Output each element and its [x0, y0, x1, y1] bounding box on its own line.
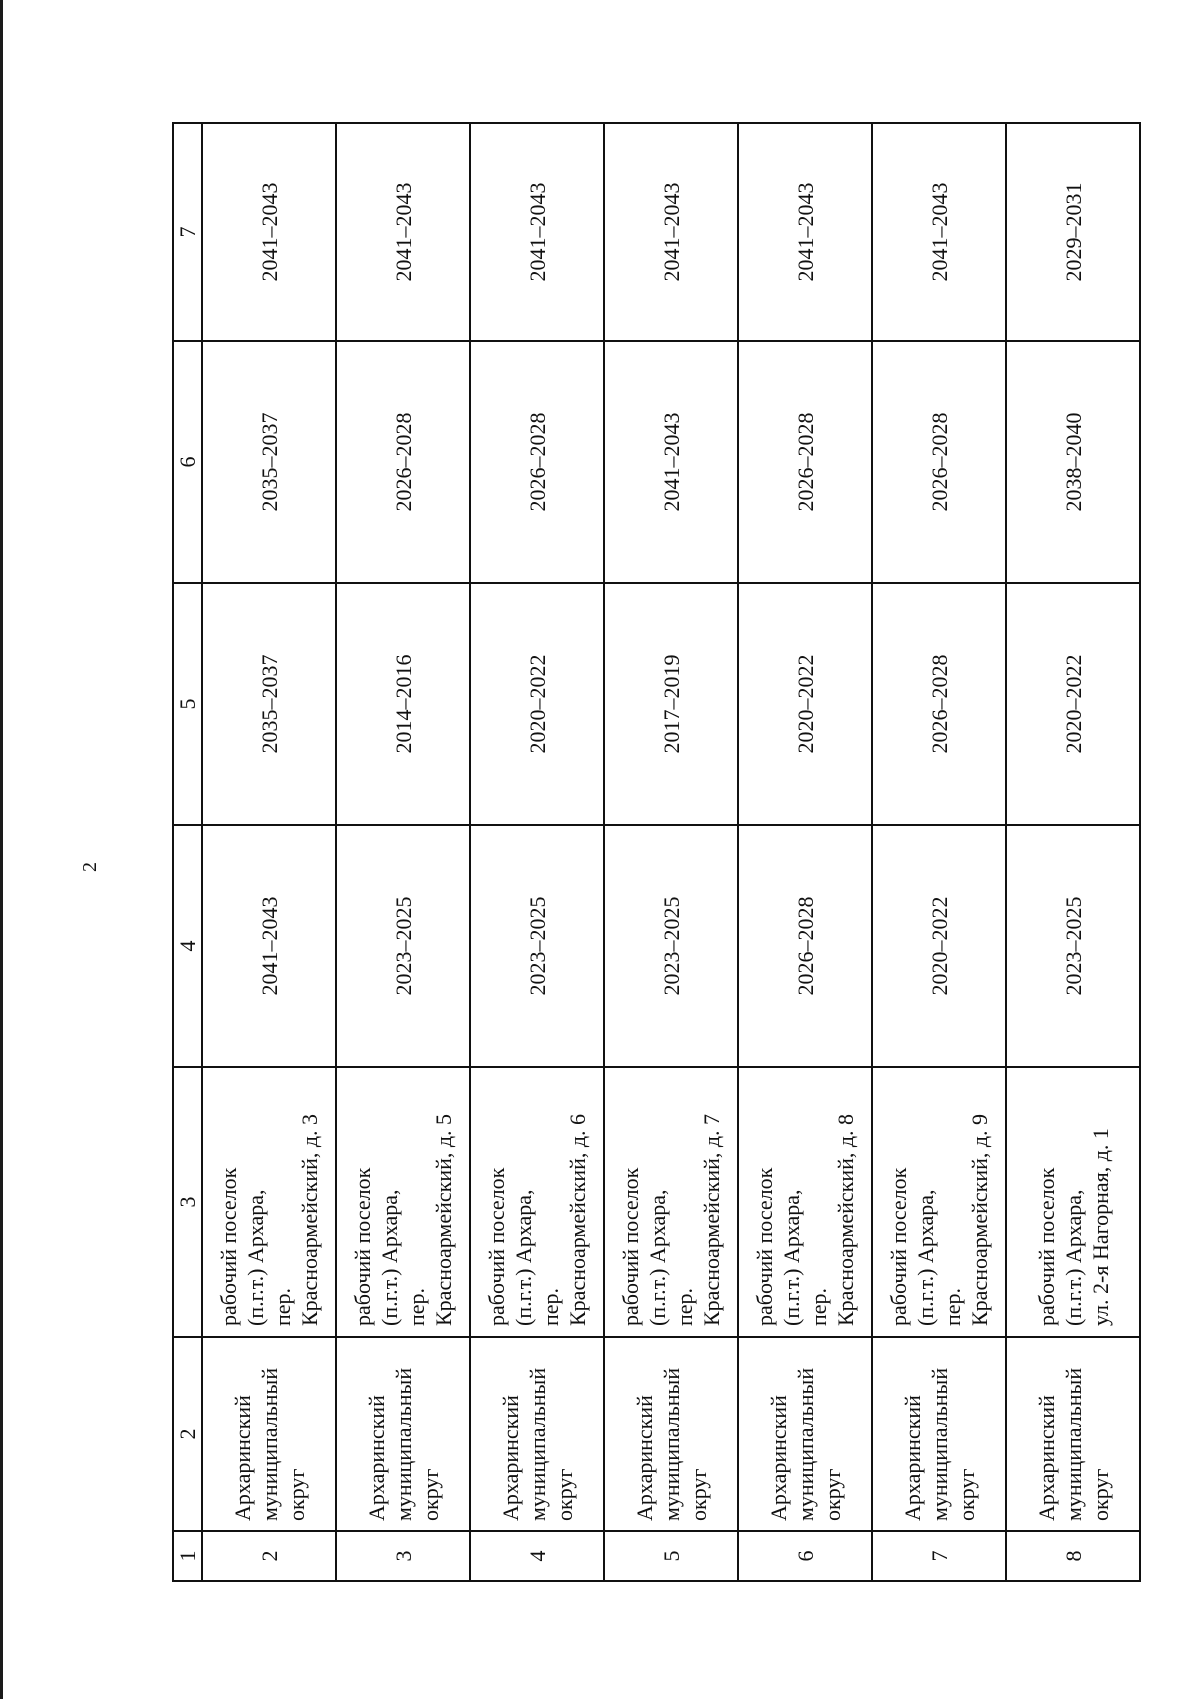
page-number: 2: [79, 862, 101, 872]
period-cell: 2041–2043: [470, 123, 604, 341]
row-number-cell: 6: [738, 1531, 872, 1581]
address-line: пер.: [404, 1287, 429, 1326]
period-cell: 2023–2025: [1006, 825, 1140, 1067]
address-line: рабочий поселок: [1033, 1167, 1059, 1326]
row-number-cell: 8: [1006, 1531, 1140, 1581]
address-cell: [1006, 1067, 1140, 1337]
district-line: Архаринский: [899, 1395, 925, 1521]
period-cell: 2041–2043: [336, 123, 470, 341]
period-cell: 2035–2037: [202, 341, 336, 583]
district-line: округ: [1087, 1468, 1113, 1521]
address-cell: [202, 1067, 336, 1337]
address-line: рабочий поселок: [886, 1167, 911, 1326]
period-cell: 2023–2025: [604, 825, 738, 1067]
address-line: (п.г.т.) Архара,: [243, 1189, 268, 1326]
address-line: пер.: [940, 1287, 965, 1326]
table-row: [470, 123, 604, 1581]
district-line: Архаринский: [765, 1395, 791, 1521]
address-cell: [470, 1067, 604, 1337]
column-header: 5: [173, 583, 202, 825]
rotated-table-container: [172, 124, 1138, 1582]
period-cell: 2041–2043: [202, 123, 336, 341]
district-line: округ: [953, 1468, 979, 1521]
district-cell: [604, 1337, 738, 1531]
scan-edge: [0, 0, 3, 1699]
table-row: [336, 123, 470, 1581]
address-line: рабочий поселок: [752, 1167, 777, 1326]
district-line: Архаринский: [497, 1395, 523, 1521]
period-cell: 2026–2028: [872, 583, 1006, 825]
table-row: [872, 123, 1006, 1581]
table-header-row: [173, 123, 202, 1581]
district-line: округ: [819, 1468, 845, 1521]
column-header: 7: [173, 123, 202, 341]
address-line: Красноармейский, д. 5: [431, 1113, 456, 1326]
address-line: ул. 2-я Нагорная, д. 1: [1087, 1128, 1113, 1326]
district-line: округ: [685, 1468, 711, 1521]
column-header: 6: [173, 341, 202, 583]
period-cell: 2023–2025: [336, 825, 470, 1067]
address-cell: [872, 1067, 1006, 1337]
period-cell: 2026–2028: [738, 341, 872, 583]
period-cell: 2020–2022: [1006, 583, 1140, 825]
address-line: пер.: [538, 1287, 563, 1326]
district-cell: [872, 1337, 1006, 1531]
column-header: 3: [173, 1067, 202, 1337]
period-cell: 2038–2040: [1006, 341, 1140, 583]
row-number-cell: 2: [202, 1531, 336, 1581]
address-line: (п.г.т.) Архара,: [377, 1189, 402, 1326]
period-cell: 2023–2025: [470, 825, 604, 1067]
schedule-table: [172, 122, 1141, 1582]
row-number-cell: 4: [470, 1531, 604, 1581]
address-line: пер.: [672, 1287, 697, 1326]
period-cell: 2026–2028: [336, 341, 470, 583]
address-line: рабочий поселок: [350, 1167, 375, 1326]
district-line: Архаринский: [1033, 1395, 1059, 1521]
address-line: пер.: [806, 1287, 831, 1326]
district-cell: [202, 1337, 336, 1531]
row-number-cell: 5: [604, 1531, 738, 1581]
address-line: Красноармейский, д. 9: [967, 1113, 992, 1326]
address-cell: [604, 1067, 738, 1337]
table-row: [738, 123, 872, 1581]
period-cell: 2026–2028: [872, 341, 1006, 583]
table-row: [604, 123, 738, 1581]
district-line: муниципальный: [256, 1367, 282, 1521]
address-line: (п.г.т.) Архара,: [779, 1189, 804, 1326]
address-line: (п.г.т.) Архара,: [913, 1189, 938, 1326]
period-cell: 2026–2028: [738, 825, 872, 1067]
district-cell: [738, 1337, 872, 1531]
period-cell: 2041–2043: [604, 341, 738, 583]
period-cell: 2020–2022: [738, 583, 872, 825]
column-header: 2: [173, 1337, 202, 1531]
address-line: Красноармейский, д. 3: [297, 1113, 322, 1326]
period-cell: 2020–2022: [872, 825, 1006, 1067]
address-line: (п.г.т.) Архара,: [1060, 1189, 1086, 1326]
period-cell: 2020–2022: [470, 583, 604, 825]
address-line: Красноармейский, д. 8: [833, 1113, 858, 1326]
period-cell: 2041–2043: [202, 825, 336, 1067]
table-row: [1006, 123, 1140, 1581]
row-number-cell: 7: [872, 1531, 1006, 1581]
period-cell: 2026–2028: [470, 341, 604, 583]
address-line: (п.г.т.) Архара,: [645, 1189, 670, 1326]
district-line: муниципальный: [658, 1367, 684, 1521]
address-line: рабочий поселок: [484, 1167, 509, 1326]
column-header: 4: [173, 825, 202, 1067]
address-cell: [738, 1067, 872, 1337]
district-cell: [1006, 1337, 1140, 1531]
row-number-cell: 3: [336, 1531, 470, 1581]
table-body: [173, 123, 1140, 1581]
period-cell: 2014–2016: [336, 583, 470, 825]
period-cell: 2035–2037: [202, 583, 336, 825]
period-cell: 2029–2031: [1006, 123, 1140, 341]
address-line: пер.: [270, 1287, 295, 1326]
district-cell: [336, 1337, 470, 1531]
period-cell: 2041–2043: [872, 123, 1006, 341]
district-line: округ: [551, 1468, 577, 1521]
period-cell: 2041–2043: [738, 123, 872, 341]
table-row: [202, 123, 336, 1581]
district-line: муниципальный: [792, 1367, 818, 1521]
address-line: рабочий поселок: [216, 1167, 241, 1326]
district-line: муниципальный: [926, 1367, 952, 1521]
district-line: Архаринский: [363, 1395, 389, 1521]
district-line: округ: [417, 1468, 443, 1521]
district-line: Архаринский: [631, 1395, 657, 1521]
address-line: Красноармейский, д. 7: [699, 1113, 724, 1326]
column-header: 1: [173, 1531, 202, 1581]
district-cell: [470, 1337, 604, 1531]
district-line: муниципальный: [390, 1367, 416, 1521]
address-line: (п.г.т.) Архара,: [511, 1189, 536, 1326]
address-cell: [336, 1067, 470, 1337]
period-cell: 2017–2019: [604, 583, 738, 825]
period-cell: 2041–2043: [604, 123, 738, 341]
address-line: Красноармейский, д. 6: [565, 1113, 590, 1326]
district-line: муниципальный: [524, 1367, 550, 1521]
address-line: рабочий поселок: [618, 1167, 643, 1326]
district-line: муниципальный: [1060, 1367, 1086, 1521]
district-line: Архаринский: [229, 1395, 255, 1521]
district-line: округ: [283, 1468, 309, 1521]
